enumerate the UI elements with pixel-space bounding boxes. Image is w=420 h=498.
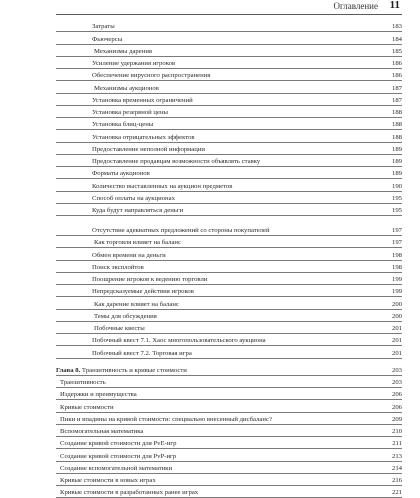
- toc-entry: [56, 179, 402, 191]
- chapter-section-entry: [56, 388, 402, 400]
- toc-entry-label: Темы для обсуждения: [94, 312, 157, 320]
- toc-entry-label: Предоставление продавцам возможности объявлять ставку: [92, 158, 261, 165]
- toc-entry-label: Предоставление неполной информации: [92, 145, 205, 153]
- toc-entry: [56, 57, 402, 69]
- toc-entry-page: 214: [391, 464, 402, 472]
- toc-entry-page: 200: [391, 312, 402, 320]
- toc-entry-page: 198: [391, 263, 402, 271]
- toc-entry: [56, 204, 402, 216]
- toc-entry-label: Непредсказуемые действия игроков: [92, 288, 194, 296]
- toc-entry-page: 189: [391, 158, 402, 165]
- toc-entry: [56, 236, 402, 248]
- toc-entry: [56, 20, 402, 32]
- toc-entry-page: 188: [391, 121, 402, 129]
- chapter-section-entry: [56, 486, 402, 498]
- toc-entry-label: Установка временных ограничений: [92, 96, 193, 104]
- toc-entry: [56, 346, 402, 358]
- toc-entry-page: 216: [391, 477, 402, 484]
- toc-entry-page: 210: [391, 428, 402, 435]
- chapter-section-entry: [56, 425, 402, 437]
- toc-entry-label: Создание кривой стоимости для PvP-игр: [60, 452, 177, 460]
- toc-entry-label: Кривые стоимости в разработанных ранее играх: [60, 489, 199, 497]
- toc-entry-label: Поощрение игроков к ведению торговли: [92, 276, 208, 283]
- toc-entry-label: Кривые стоимости: [60, 403, 114, 411]
- toc-entry-page: 197: [391, 227, 402, 234]
- toc-entry-label: Куда будут направляться деньги: [92, 207, 184, 214]
- chapter-page: 203: [391, 366, 402, 374]
- toc-entry: [56, 143, 402, 155]
- toc-entry-label: Кривые стоимости в новых играх: [60, 477, 156, 484]
- toc-entry-page: 201: [391, 337, 402, 345]
- toc-entry: [56, 297, 402, 309]
- chapter-section-entry: [56, 462, 402, 474]
- toc-entry-page: 189: [391, 145, 402, 153]
- toc-entry-page: 186: [391, 72, 402, 80]
- chapter-section-entry: [56, 474, 402, 486]
- table-of-contents: [56, 20, 402, 498]
- header-title: Оглавление: [333, 1, 378, 11]
- toc-entry-page: 195: [391, 194, 402, 202]
- toc-entry-page: 203: [391, 379, 402, 386]
- toc-entry-label: Фьючерсы: [92, 35, 123, 43]
- toc-entry-page: 185: [391, 47, 402, 55]
- toc-entry-label: Побочный квест 7.2. Торговая игра: [92, 349, 192, 357]
- toc-entry: [56, 192, 402, 204]
- toc-entry: [56, 32, 402, 44]
- toc-entry-page: 188: [391, 133, 402, 141]
- toc-entry-page: 199: [391, 288, 402, 296]
- toc-entry-label: Отсутствие адекватных предложений со стороны покупателей: [92, 227, 270, 234]
- toc-entry: [56, 69, 402, 81]
- chapter-heading: [56, 364, 402, 376]
- toc-entry-page: 201: [391, 349, 402, 357]
- toc-entry: [56, 216, 402, 236]
- toc-entry: [56, 310, 402, 322]
- toc-entry-label: Форматы аукционов: [92, 170, 150, 178]
- toc-entry-label: Способ оплаты на аукционах: [92, 194, 175, 202]
- toc-entry: [56, 322, 402, 334]
- toc-entry-label: Транзитивность: [60, 379, 106, 386]
- toc-entry-page: 213: [391, 452, 402, 460]
- toc-entry-label: Обмен времени на деньги: [92, 251, 166, 259]
- chapter-section-entry: [56, 413, 402, 425]
- toc-entry: [56, 106, 402, 118]
- toc-entry-label: Как дарение влияет на баланс: [94, 300, 179, 308]
- toc-entry-label: Создание вспомогательной математики: [60, 464, 173, 472]
- toc-entry-label: Обеспечение вирусного распространения: [92, 72, 211, 80]
- toc-entry: [56, 45, 402, 57]
- toc-entry: [56, 334, 402, 346]
- toc-entry-label: Побочный квест 7.1. Хаос многопользовательского аукциона: [92, 337, 266, 345]
- toc-entry: [56, 261, 402, 273]
- toc-entry-label: Механизмы дарения: [94, 47, 152, 55]
- toc-entry: [56, 94, 402, 106]
- toc-entry: [56, 130, 402, 142]
- toc-entry-page: 188: [391, 109, 402, 116]
- toc-entry-label: Установка блиц-цены: [92, 121, 154, 129]
- toc-entry: [56, 273, 402, 285]
- toc-entry-label: Механизмы аукционов: [94, 84, 159, 92]
- chapter-title: [56, 367, 382, 375]
- toc-entry: [56, 155, 402, 167]
- toc-entry-label: Установка отрицательных эффектов: [92, 133, 195, 141]
- toc-entry-label: Создание кривой стоимости для PvE-игр: [60, 440, 177, 448]
- chapter-section-entry: [56, 437, 402, 449]
- toc-entry-label: Поиск эксплойтов: [92, 263, 144, 271]
- toc-entry-page: 183: [391, 23, 402, 31]
- toc-entry-page: 197: [391, 239, 402, 247]
- toc-entry-page: 206: [391, 403, 402, 411]
- toc-entry-page: 201: [391, 325, 402, 332]
- running-header: [56, 0, 402, 15]
- toc-entry-page: 195: [391, 207, 402, 214]
- toc-entry: [56, 167, 402, 179]
- toc-entry-label: Побочные квесты: [94, 325, 145, 332]
- toc-entry-page: 209: [391, 415, 402, 423]
- toc-entry-page: 186: [391, 60, 402, 67]
- toc-entry-label: Количество выставленных на аукцион предметов: [92, 182, 233, 190]
- toc-entry-label: Пики и впадины на кривой стоимости: специально внесенный дисбаланс?: [60, 415, 272, 423]
- chapter-section-entry: [56, 400, 402, 412]
- header-page-number: 11: [389, 0, 400, 11]
- toc-entry-label: Вспомогательная математика: [60, 428, 144, 435]
- toc-entry: [56, 81, 402, 93]
- toc-entry: [56, 118, 402, 130]
- toc-entry: [56, 285, 402, 297]
- toc-entry-page: 187: [391, 84, 402, 92]
- toc-entry-page: 199: [391, 276, 402, 283]
- toc-entry-label: Как торговля влияет на баланс: [94, 239, 181, 247]
- toc-entry-page: 184: [391, 35, 402, 43]
- toc-entry-page: 198: [391, 251, 402, 259]
- toc-entry-label: Издержки и преимущества: [60, 391, 137, 399]
- toc-entry-page: 200: [391, 300, 402, 308]
- toc-entry-page: 206: [391, 391, 402, 399]
- toc-entry-page: 187: [391, 96, 402, 104]
- toc-entry-label: Усиление удержания игроков: [92, 60, 176, 67]
- toc-entry-label: Затраты: [92, 23, 115, 31]
- chapter-section-entry: [56, 376, 402, 388]
- chapter-prefix: Глава 8.: [56, 366, 81, 374]
- toc-entry-page: 221: [391, 489, 402, 497]
- toc-entry-page: 190: [391, 182, 402, 190]
- chapter-title-text: Транзитивность и кривые стоимости: [80, 366, 187, 374]
- chapter-section-entry: [56, 449, 402, 461]
- toc-entry-page: 189: [391, 170, 402, 178]
- toc-entry: [56, 248, 402, 260]
- toc-entry-page: 211: [392, 440, 402, 448]
- toc-entry-label: Установка резервной цены: [92, 109, 169, 116]
